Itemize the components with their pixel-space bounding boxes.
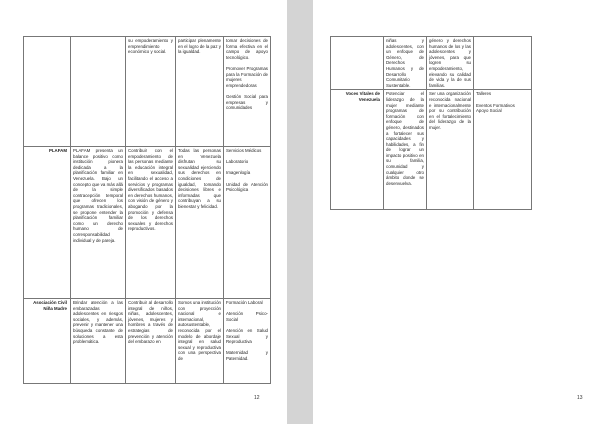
service-item: Maternidad y Paternidad. (226, 350, 268, 361)
services-cell (224, 37, 271, 147)
right-page (313, 0, 600, 424)
org-name-cell: Asociación Civil Niña Madre (24, 299, 71, 384)
mission-cell (71, 37, 126, 147)
org-name-cell: Voces Vitales de Venezuela (331, 90, 384, 210)
organizations-table-left (23, 36, 271, 384)
service-item: Servicios Médicos (226, 148, 262, 153)
description-cell: Brindar atención a las embarazadas adolescentes en riesgos sociales, y además, prevenir y mantener una búsqueda constante de soluciones a esta problemática. (71, 299, 126, 384)
table-row (331, 90, 532, 210)
service-item: Gestión Social para empresas y comunidades (226, 93, 268, 111)
mission-cell: Potenciar el liderazgo de la mujer mediante programas de formación con enfoque de género, destinados a fortalecer sus capacidades y habilidades, a fin de lograr un impacto positivo en su familia, comunidad y cualquier otro ámbito donde se desenvuelva. (384, 90, 427, 210)
table-row (24, 299, 271, 384)
services-cell (224, 147, 271, 299)
services-cell (474, 90, 532, 210)
services-cell (474, 37, 532, 90)
org-name-cell: PLAFAM (24, 147, 71, 299)
page-number: 12 (254, 395, 260, 401)
vision-cell: Somos una institución con proyección nacional e internacional, autosustentable, reconocida por el modelo de abordaje integral en salud sexual y reproductiva con una perspectiva de (176, 299, 224, 384)
page-number: 13 (577, 395, 583, 401)
description-cell: PLAFAM presenta un balance positivo como institución pionera dedicada a la planificación familiar en Venezuela. Bajo un concepto que va más allá de la simple contracepción temporal que ofrecen los programas tradicionales, se propone entender la planificación familiar como un derecho humano de corresponsabilidad individual y de pareja. (71, 147, 126, 299)
mission-text-cell: su empoderamiento y emprendimiento económico y social. (126, 37, 176, 147)
organizations-table-right (330, 36, 532, 210)
service-item: Formación Laboral (226, 300, 263, 305)
service-item: Laboratorio (226, 159, 249, 165)
service-item: Talleres (476, 91, 492, 97)
mission-cell: Contribuir al desarrollo integral de niños, niñas, adolescentes, jóvenes, mujeres y hombres a través de estrategias de prevención y atención del embarazo en (126, 299, 176, 384)
table-row (24, 147, 271, 299)
org-name-cell (24, 37, 71, 147)
service-item: Imagenlogía (226, 170, 251, 176)
table-row (331, 37, 532, 90)
service-item: tomar decisiones de forma efectiva en el campo de apoyo tecnológico. (226, 38, 268, 60)
service-item: Atención Psico-Social (226, 311, 268, 322)
table-row (24, 37, 271, 147)
service-item: Atención en Salud Sexual y Reproductiva (226, 327, 268, 345)
service-item: Apoyo Social (476, 108, 502, 114)
vision-cell: Ser una organización reconocida nacional e internacionalmente por su contribución en el fortalecimiento del liderazgo de la mujer. (427, 90, 474, 210)
vision-cell: participar plenamente en el logro de la paz y la igualdad. (176, 37, 224, 147)
vision-cell: género y derechos humanos de los y las adolescentes y jóvenes, para que logren su empoderamiento, elevando su calidad de vida y la de sus familias. (427, 37, 474, 90)
service-item: Unidad de Atención Psicológica (226, 181, 268, 193)
services-cell (224, 299, 271, 384)
left-page (0, 0, 287, 424)
mission-cell: Contribuir con el empoderamiento de las personas mediante la educación integral en sexualidad, facilitando el acceso a servicios y programas diversificados basados en derechos humanos, con visión de género y abogando por la promoción y defensa de los derechos sexuales y derechos reproductivos. (126, 147, 176, 299)
mission-cell: niñas y adolescentes, con un enfoque de Género, de Derechos Humanos y de Desarrollo Comunitario Sustentable. (384, 37, 427, 90)
service-item: Eventos Formativos (476, 102, 515, 108)
org-name-cell (331, 37, 384, 90)
vision-cell: Todas las personas en Venezuela disfrutan su sexualidad ejerciendo sus derechos en condiciones de igualdad, tomando decisiones libres e informadas que contribuyan a su bienestar y felicidad. (176, 147, 224, 299)
service-item: Promover Programas para la Formación de mujeres emprendedoras (226, 65, 268, 88)
